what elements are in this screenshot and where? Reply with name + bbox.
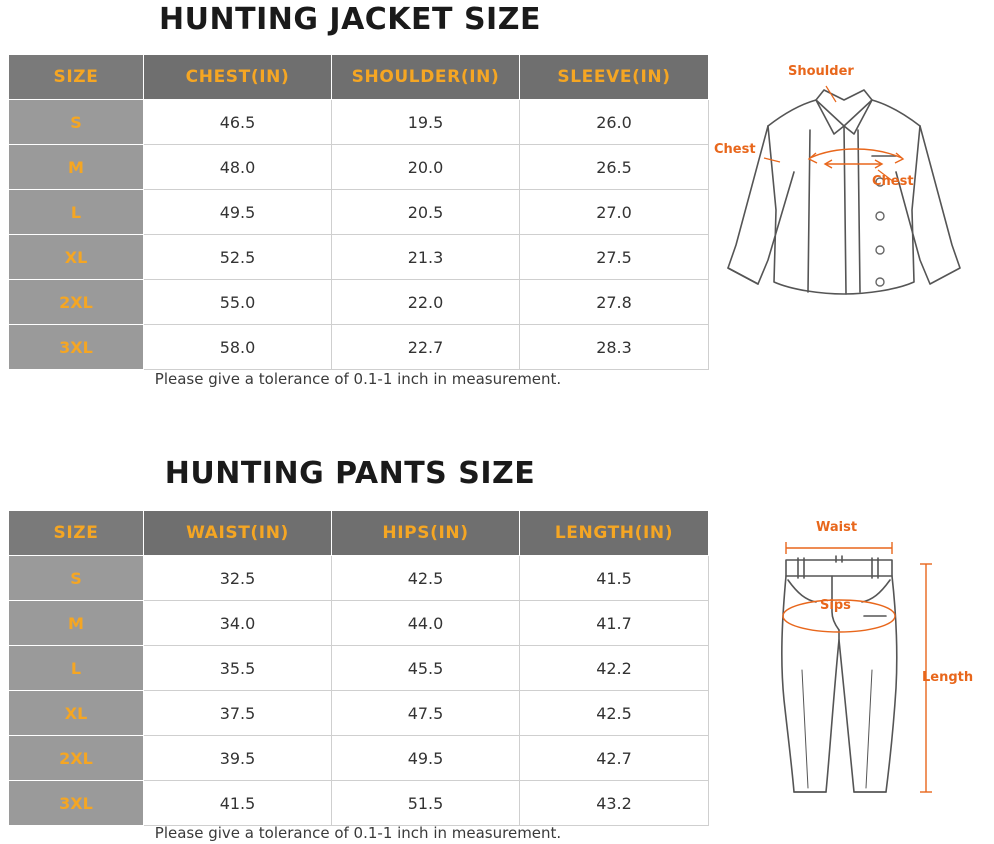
cell-size: XL [9, 691, 144, 736]
cell-shoulder: 22.7 [332, 325, 520, 370]
cell-sleeve: 28.3 [520, 325, 709, 370]
table-row [9, 100, 709, 145]
column-header-hips: HIPS(IN) [332, 511, 520, 556]
label-sips: Sips [820, 598, 851, 613]
cell-shoulder: 20.0 [332, 145, 520, 190]
jacket-diagram [706, 60, 986, 330]
cell-hips: 49.5 [332, 736, 520, 781]
column-header-size: SIZE [9, 55, 144, 100]
cell-hips: 42.5 [332, 556, 520, 601]
cell-size: L [9, 646, 144, 691]
column-header-size: SIZE [9, 511, 144, 556]
table-row [9, 145, 709, 190]
cell-shoulder: 22.0 [332, 280, 520, 325]
cell-chest: 49.5 [144, 190, 332, 235]
cell-length: 41.7 [520, 601, 709, 646]
cell-waist: 35.5 [144, 646, 332, 691]
table-row [9, 601, 709, 646]
cell-size: S [9, 100, 144, 145]
label-waist: Waist [816, 520, 858, 535]
cell-size: S [9, 556, 144, 601]
cell-hips: 45.5 [332, 646, 520, 691]
column-header-shoulder: SHOULDER(IN) [332, 55, 520, 100]
table-row [9, 646, 709, 691]
cell-waist: 37.5 [144, 691, 332, 736]
jacket-section-title: HUNTING JACKET SIZE [159, 2, 541, 37]
cell-length: 43.2 [520, 781, 709, 826]
cell-chest: 48.0 [144, 145, 332, 190]
jacket-size-table [8, 54, 709, 370]
cell-size: M [9, 145, 144, 190]
table-row [9, 556, 709, 601]
table-row [9, 736, 709, 781]
cell-chest: 55.0 [144, 280, 332, 325]
column-header-sleeve: SLEEVE(IN) [520, 55, 709, 100]
cell-size: 2XL [9, 736, 144, 781]
cell-length: 42.5 [520, 691, 709, 736]
cell-shoulder: 21.3 [332, 235, 520, 280]
cell-sleeve: 26.5 [520, 145, 709, 190]
cell-size: 3XL [9, 325, 144, 370]
table-row [9, 235, 709, 280]
cell-chest: 58.0 [144, 325, 332, 370]
cell-hips: 47.5 [332, 691, 520, 736]
jacket-table-wrapper [8, 54, 708, 370]
pants-section-title: HUNTING PANTS SIZE [164, 456, 536, 491]
cell-sleeve: 27.8 [520, 280, 709, 325]
cell-sleeve: 26.0 [520, 100, 709, 145]
cell-sleeve: 27.5 [520, 235, 709, 280]
label-shoulder: Shoulder [788, 64, 854, 79]
table-row [9, 691, 709, 736]
table-header-row [9, 511, 709, 556]
column-header-waist: WAIST(IN) [144, 511, 332, 556]
cell-sleeve: 27.0 [520, 190, 709, 235]
cell-waist: 39.5 [144, 736, 332, 781]
cell-length: 41.5 [520, 556, 709, 601]
table-row [9, 325, 709, 370]
cell-waist: 41.5 [144, 781, 332, 826]
cell-length: 42.7 [520, 736, 709, 781]
cell-size: M [9, 601, 144, 646]
pants-diagram [740, 520, 980, 820]
column-header-length: LENGTH(IN) [520, 511, 709, 556]
pants-size-table [8, 510, 709, 826]
cell-size: L [9, 190, 144, 235]
cell-waist: 34.0 [144, 601, 332, 646]
table-header-row [9, 55, 709, 100]
cell-shoulder: 19.5 [332, 100, 520, 145]
cell-chest: 52.5 [144, 235, 332, 280]
cell-hips: 51.5 [332, 781, 520, 826]
cell-length: 42.2 [520, 646, 709, 691]
label-length: Length [922, 670, 974, 685]
label-chest-right: Chest [872, 174, 914, 189]
pants-tolerance-note: Please give a tolerance of 0.1-1 inch in measurement. [154, 824, 562, 842]
cell-size: 3XL [9, 781, 144, 826]
cell-chest: 46.5 [144, 100, 332, 145]
cell-shoulder: 20.5 [332, 190, 520, 235]
cell-hips: 44.0 [332, 601, 520, 646]
column-header-chest: CHEST(IN) [144, 55, 332, 100]
table-row [9, 280, 709, 325]
pants-table-wrapper [8, 510, 708, 826]
cell-size: XL [9, 235, 144, 280]
table-row [9, 781, 709, 826]
cell-waist: 32.5 [144, 556, 332, 601]
cell-size: 2XL [9, 280, 144, 325]
jacket-illustration-svg [706, 60, 986, 330]
table-row [9, 190, 709, 235]
jacket-tolerance-note: Please give a tolerance of 0.1-1 inch in measurement. [154, 370, 562, 388]
label-chest-left: Chest [714, 142, 756, 157]
